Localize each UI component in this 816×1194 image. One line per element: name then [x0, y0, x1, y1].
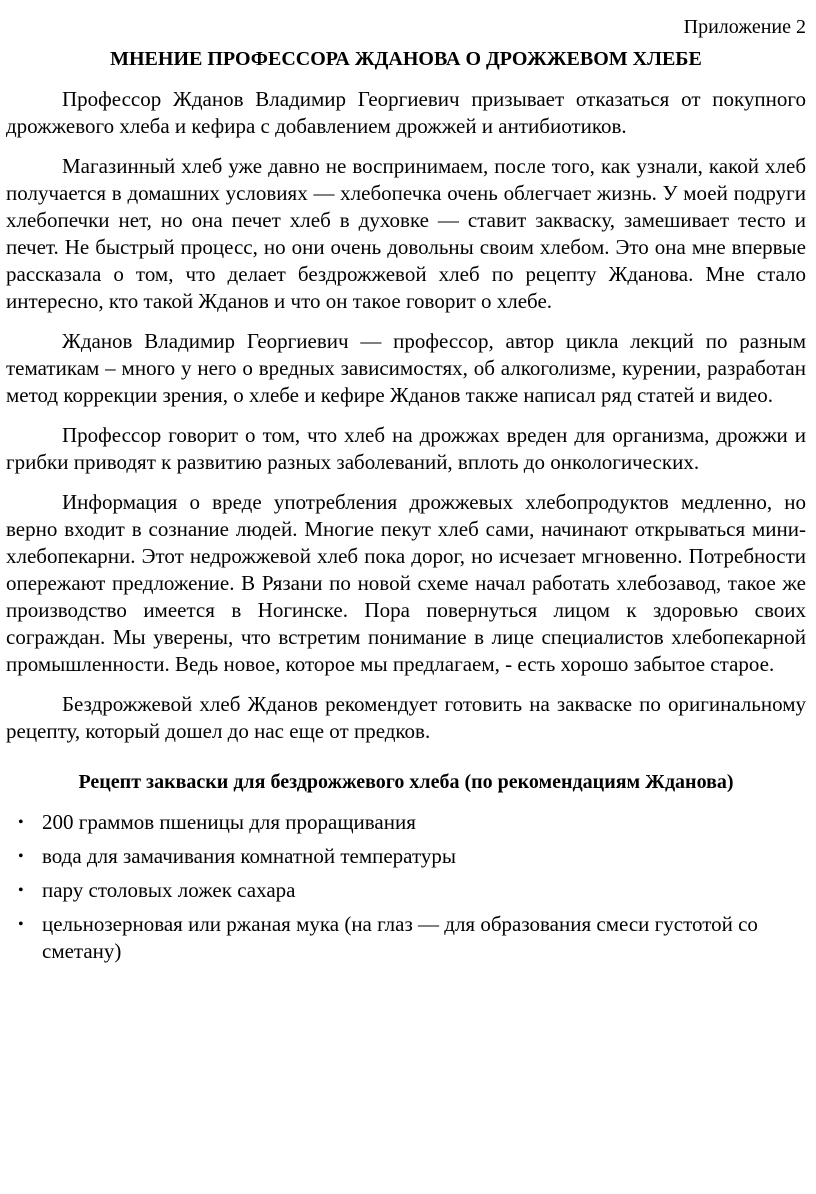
ingredient-text: пару столовых ложек сахара	[42, 878, 296, 902]
appendix-label: Приложение 2	[683, 16, 806, 38]
bullet-icon: •	[18, 814, 24, 831]
ingredient-text: вода для замачивания комнатной температуры	[42, 844, 456, 868]
list-item	[6, 877, 806, 904]
bullet-icon: •	[18, 916, 24, 933]
paragraph-yeast-harm: Профессор говорит о том, что хлеб на дрожжах вреден для организма, дрожжи и грибки приводят к развитию разных заболеваний, вплоть до онкологических.	[6, 423, 806, 474]
list-item	[6, 843, 806, 870]
list-item	[6, 809, 806, 836]
paragraph-about-zhdanov: Жданов Владимир Георгиевич — профессор, автор цикла лекций по разным тематикам – много у него о вредных зависимостях, об алкоголизме, курении, разработан метод коррекции зрения, о хлебе и кефире Жданов также написал ряд статей и видео.	[6, 329, 806, 407]
bullet-icon: •	[18, 882, 24, 899]
ingredients-list	[6, 809, 806, 965]
bullet-icon: •	[18, 848, 24, 865]
ingredient-text: цельнозерновая или ржаная мука (на глаз — для образования смеси густотой со сметану)	[42, 912, 758, 963]
paragraph-intro: Профессор Жданов Владимир Георгиевич призывает отказаться от покупного дрожжевого хлеба и кефира с добавлением дрожжей и антибиотиков.	[6, 87, 806, 138]
document-title: МНЕНИЕ ПРОФЕССОРА ЖДАНОВА О ДРОЖЖЕВОМ ХЛЕБЕ	[110, 48, 702, 70]
paragraph-sourdough: Бездрожжевой хлеб Жданов рекомендует готовить на закваске по оригинальному рецепту, который дошел до нас еще от предков.	[6, 692, 806, 743]
paragraph-store-bread: Магазинный хлеб уже давно не воспринимаем, после того, как узнали, какой хлеб получается в домашних условиях — хлебопечка очень облегчает жизнь. У моей подруги хлебопечки нет, но она печет хлеб в духовке — ставит закваску, замешивает тесто и печет. Не быстрый процесс, но они очень довольны своим хлебом. Это она мне впервые рассказала о том, что делает бездрожжевой хлеб по рецепту Жданова. Мне стало интересно, кто такой Жданов и что он такое говорит о хлебе.	[6, 154, 806, 313]
ingredient-text: 200 граммов пшеницы для проращивания	[42, 810, 416, 834]
paragraph-information: Информация о вреде употребления дрожжевых хлебопродуктов медленно, но верно входит в сознание людей. Многие пекут хлеб сами, начинают открываться мини-хлебопекарни. Этот недрожжевой хлеб пока дорог, но исчезает мгновенно. Потребности опережают предложение. В Рязани по новой схеме начал работать хлебозавод, такое же производство имеется в Ногинске. Пора повернуться лицом к здоровью своих сограждан. Мы уверены, что встретим понимание в лице специалистов хлебопекарной промышленности. Ведь новое, которое мы предлагаем, - есть хорошо забытое старое.	[6, 490, 806, 676]
recipe-heading: Рецепт закваски для бездрожжевого хлеба (по рекомендациям Жданова)	[78, 771, 734, 793]
list-item	[6, 911, 806, 965]
